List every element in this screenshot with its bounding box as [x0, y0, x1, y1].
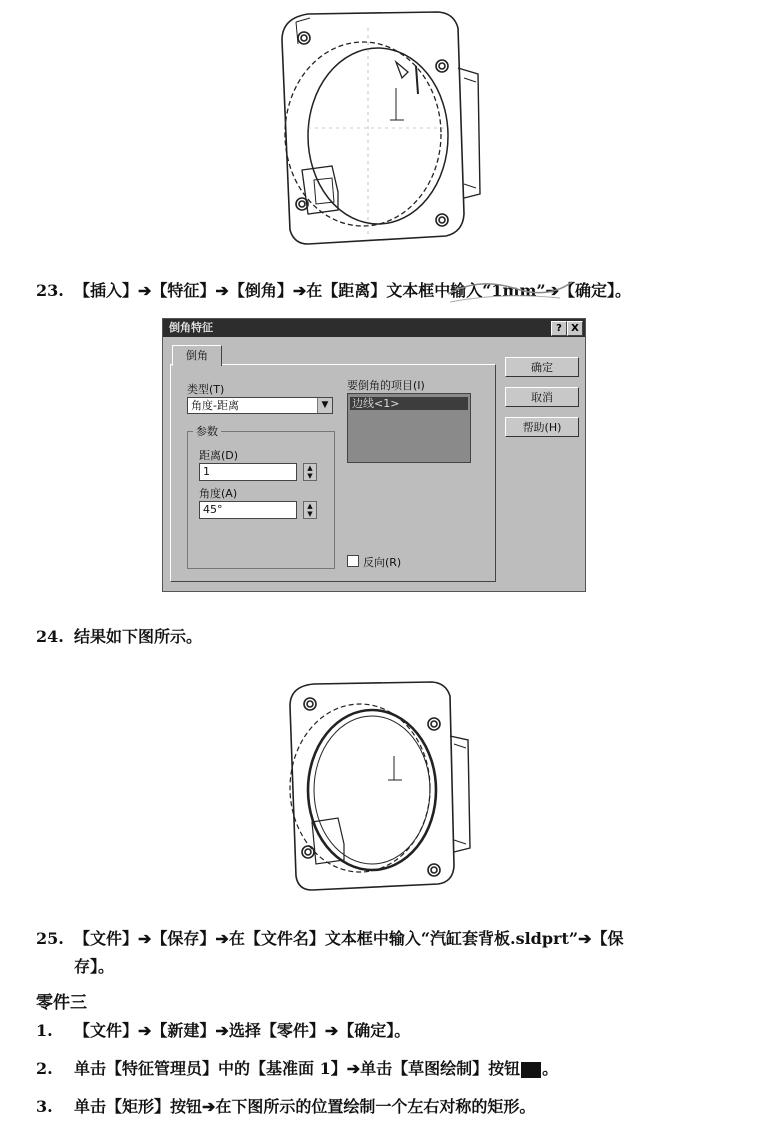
help-button[interactable]: 帮助(H): [505, 417, 579, 437]
part-figure-after: [276, 676, 476, 896]
type-label: 类型(T): [187, 383, 225, 396]
type-value: 角度-距离: [191, 399, 239, 412]
help-title-button[interactable]: ?: [551, 321, 567, 336]
dialog-title: 倒角特征: [163, 319, 585, 337]
cancel-button[interactable]: 取消: [505, 387, 579, 407]
reverse-label: 反向(R): [363, 556, 402, 569]
angle-field[interactable]: 45°: [199, 501, 297, 519]
handwritten-mark: [440, 272, 580, 306]
distance-stepper[interactable]: ▲ ▼: [303, 463, 317, 481]
type-select[interactable]: [187, 397, 333, 414]
step-25: [36, 928, 623, 950]
step-number: 2.: [36, 1059, 53, 1078]
step-number: 25.: [36, 929, 64, 948]
step-text: 【插入】➔【特征】➔【倒角】➔在【距离】文本框中输入“1mm”➔【确定】。: [74, 281, 632, 300]
step-number: 23.: [36, 281, 64, 300]
angle-label: 角度(A): [199, 487, 238, 500]
chevron-down-icon[interactable]: ▼: [317, 398, 332, 413]
step-number: 1.: [36, 1021, 53, 1040]
step-text: 结果如下图所示。: [74, 627, 203, 646]
items-list[interactable]: [347, 393, 471, 463]
step-25-line2: 存】。: [74, 957, 115, 976]
step-tail: 。: [542, 1059, 559, 1078]
step-text-line1: 【文件】➔【保存】➔在【文件名】文本框中输入“汽缸套背板.sldprt”➔【保: [74, 929, 624, 948]
ok-button[interactable]: 确定: [505, 357, 579, 377]
step-text: 单击【矩形】按钮➔在下图所示的位置绘制一个左右对称的矩形。: [74, 1097, 536, 1116]
items-label: 要倒角的项目(I): [347, 379, 425, 392]
part3-step-2: [36, 1058, 558, 1080]
distance-label: 距离(D): [199, 449, 239, 462]
step-number: 3.: [36, 1097, 53, 1116]
params-label: 参数: [193, 423, 221, 439]
part-figure-before: [268, 8, 494, 252]
list-item[interactable]: 边线<1>: [350, 397, 468, 410]
distance-field[interactable]: 1: [199, 463, 297, 481]
part3-step-1: [36, 1020, 410, 1042]
step-24: [36, 626, 202, 648]
step-number: 24.: [36, 627, 64, 646]
step-text: 【文件】➔【新建】➔选择【零件】➔【确定】。: [74, 1021, 411, 1040]
close-button[interactable]: X: [567, 321, 583, 336]
chamfer-feature-dialog: [162, 318, 586, 592]
step-text: 单击【特征管理员】中的【基准面 1】➔单击【草图绘制】按钮: [74, 1059, 521, 1078]
tab-chamfer[interactable]: 倒角: [172, 345, 222, 366]
part3-step-3: [36, 1096, 535, 1118]
reverse-checkbox[interactable]: [347, 555, 359, 567]
angle-stepper[interactable]: ▲ ▼: [303, 501, 317, 519]
sketch-button-icon: [521, 1062, 541, 1078]
section-title: 零件三: [36, 993, 87, 1013]
